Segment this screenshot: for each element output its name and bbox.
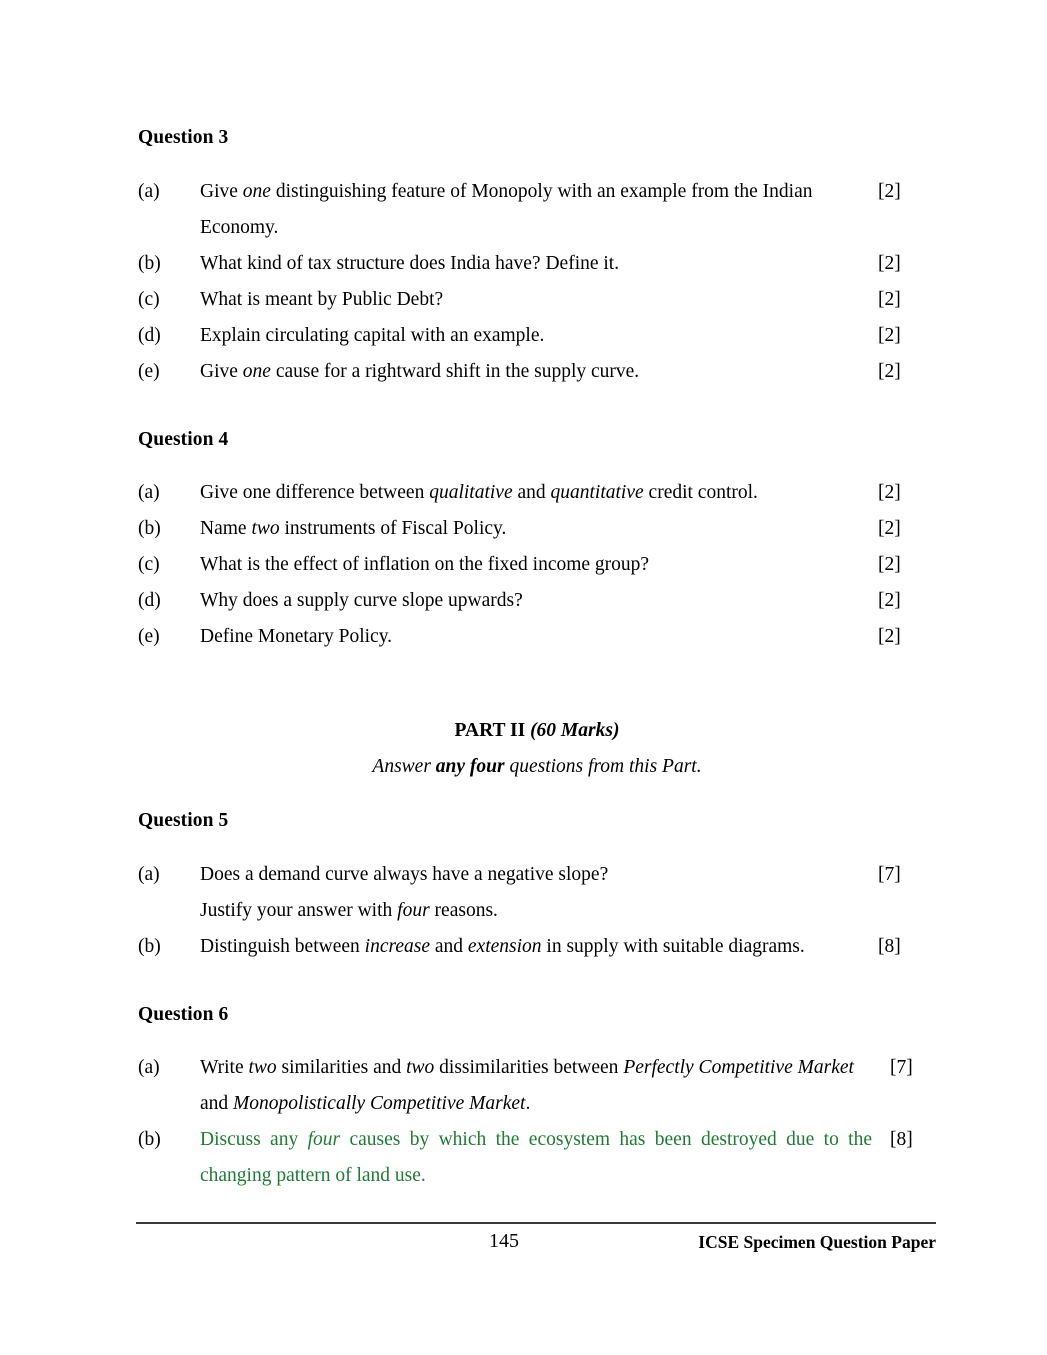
question-item [138, 583, 936, 619]
spacer [138, 1024, 936, 1050]
text-seg: Write [200, 1057, 249, 1078]
item-label: (b) [138, 252, 161, 274]
part-title-marks: (60 Marks) [525, 720, 620, 741]
question-item [138, 547, 936, 583]
item-label: (a) [138, 1057, 160, 1078]
spacer [138, 449, 936, 475]
spacer [138, 831, 936, 857]
item-body [200, 619, 860, 655]
item-marks: [2] [878, 288, 901, 310]
item-text: What is the effect of inflation on the fixed income group? [200, 554, 650, 575]
question-item [138, 1050, 936, 1122]
item-marks: [8] [878, 935, 901, 957]
question-item [138, 511, 936, 547]
item-body [200, 1122, 872, 1194]
text-seg: Answer [372, 756, 436, 777]
question-item [138, 282, 936, 318]
item-text: What is meant by Public Debt? [200, 288, 444, 310]
emphasis: one [242, 360, 271, 382]
text-seg: distinguishing feature of Monopoly with an example from the Indian Economy. [200, 180, 813, 238]
emphasis: Perfectly Competitive Market [623, 1057, 854, 1078]
emphasis: four [307, 1129, 341, 1150]
question-6-heading: Question 6 [138, 1003, 229, 1025]
emphasis: quantitative [550, 482, 644, 503]
item-label: (a) [138, 482, 160, 503]
text-seg: and [200, 1093, 234, 1114]
item-text-continued [200, 893, 860, 929]
text-seg: cause for a rightward shift in the supply curve. [270, 360, 640, 382]
item-label: (d) [138, 590, 161, 611]
item-marks: [2] [878, 590, 901, 611]
question-item [138, 929, 936, 965]
text-seg: dissimilarities between [434, 1057, 624, 1078]
text-seg: and [512, 482, 551, 503]
footer-row [136, 1228, 936, 1258]
question-4-heading: Question 4 [138, 428, 229, 450]
item-marks: [2] [878, 554, 901, 575]
part-two-header [138, 713, 936, 785]
item-label: (a) [138, 863, 160, 885]
question-item [138, 475, 936, 511]
emphasis: two [406, 1057, 435, 1078]
text-seg: in supply with suitable diagrams. [541, 935, 805, 957]
item-text [200, 1050, 872, 1122]
emphasis: any four [435, 756, 505, 777]
item-body [200, 857, 860, 929]
emphasis: extension [467, 935, 542, 957]
item-body [200, 583, 860, 619]
question-item [138, 174, 936, 246]
item-body [200, 174, 860, 246]
emphasis: qualitative [429, 482, 513, 503]
item-label: (c) [138, 288, 160, 310]
item-text: Define Monetary Policy. [200, 626, 393, 647]
item-marks: [7] [890, 1057, 913, 1078]
part-title-bold: PART II [454, 720, 526, 741]
emphasis: one [242, 180, 271, 202]
item-text: Why does a supply curve slope upwards? [200, 590, 523, 611]
text-seg: instruments of Fiscal Policy. [279, 518, 507, 539]
page-number: 145 [489, 1230, 519, 1252]
item-body [200, 929, 860, 965]
question-3-items [138, 174, 936, 390]
item-marks: [2] [878, 252, 901, 274]
page-footer [136, 1222, 936, 1258]
emphasis: two [248, 1057, 277, 1078]
item-marks: [8] [890, 1129, 913, 1150]
item-label: (a) [138, 180, 160, 202]
item-label: (b) [138, 518, 161, 539]
item-label: (b) [138, 935, 161, 957]
question-item [138, 318, 936, 354]
item-text: What kind of tax structure does India have? Define it. [200, 252, 620, 274]
item-text: Explain circulating capital with an example. [200, 324, 545, 346]
question-6-items [138, 1050, 936, 1194]
text-seg: Give [200, 360, 243, 382]
text-seg: . [525, 1093, 531, 1114]
item-label: (e) [138, 626, 160, 647]
text-seg: credit control. [643, 482, 758, 503]
spacer [138, 785, 936, 811]
question-5-items [138, 857, 936, 965]
question-4-items [138, 475, 936, 655]
text-seg: causes by which the ecosystem has been destroyed due to the changing pattern of land use. [200, 1129, 873, 1186]
question-item [138, 1122, 936, 1194]
question-item [138, 246, 936, 282]
item-body [200, 511, 860, 547]
item-text [200, 1122, 872, 1194]
item-marks: [2] [878, 180, 901, 202]
text-seg: Give one difference between [200, 482, 430, 503]
text-seg: similarities and [276, 1057, 407, 1078]
item-text [200, 929, 860, 965]
item-body [200, 475, 860, 511]
item-text [200, 511, 860, 547]
item-label: (e) [138, 360, 160, 382]
item-marks: [2] [878, 360, 901, 382]
item-label: (b) [138, 1129, 161, 1150]
spacer [138, 148, 936, 174]
item-marks: [2] [878, 518, 901, 539]
text-seg: and [430, 935, 468, 957]
emphasis: four [397, 899, 430, 921]
text-seg: Discuss any [200, 1129, 308, 1150]
item-marks: [2] [878, 324, 901, 346]
item-body [200, 1050, 872, 1122]
item-body [200, 547, 860, 583]
item-text [200, 475, 860, 511]
footer-divider [136, 1222, 936, 1224]
item-text [200, 354, 860, 390]
text-seg: questions from this Part. [504, 756, 702, 777]
item-body [200, 354, 860, 390]
text-seg: Name [200, 518, 252, 539]
item-marks: [2] [878, 626, 901, 647]
footer-source-label: ICSE Specimen Question Paper [698, 1232, 936, 1252]
page-content [138, 128, 936, 1194]
item-body [200, 282, 860, 318]
item-label: (d) [138, 324, 161, 346]
text-seg: Justify your answer with [200, 899, 398, 921]
item-body [200, 318, 860, 354]
emphasis: Monopolistically Competitive Market [233, 1093, 526, 1114]
item-marks: [2] [878, 482, 901, 503]
question-item [138, 857, 936, 929]
part-title [138, 713, 936, 749]
spacer [138, 965, 936, 1005]
part-instruction [138, 749, 936, 785]
question-5-heading: Question 5 [138, 810, 229, 831]
emphasis: two [251, 518, 280, 539]
item-text [200, 174, 860, 246]
question-item [138, 354, 936, 390]
text-seg: Distinguish between [200, 935, 365, 957]
emphasis: increase [364, 935, 430, 957]
item-label: (c) [138, 554, 160, 575]
item-marks: [7] [878, 863, 901, 885]
question-item [138, 619, 936, 655]
item-text: Does a demand curve always have a negative slope? [200, 863, 609, 885]
text-seg: Give [200, 180, 243, 202]
question-3-heading: Question 3 [138, 127, 229, 148]
spacer [138, 390, 936, 430]
spacer [138, 655, 936, 713]
text-seg: reasons. [429, 899, 498, 921]
item-body [200, 246, 860, 282]
